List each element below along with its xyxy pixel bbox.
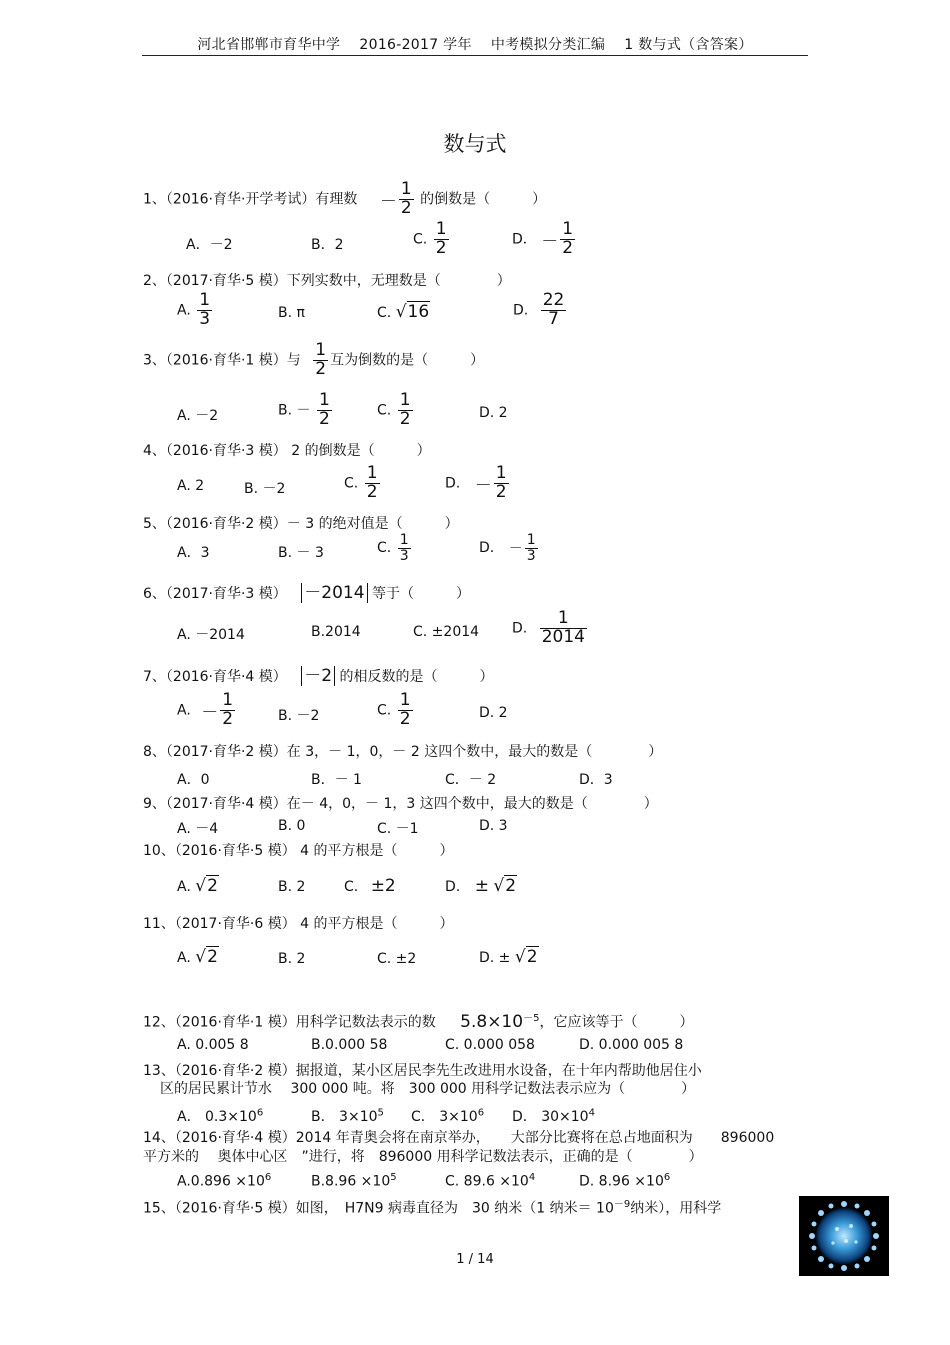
q7-option-d: D. 2 bbox=[479, 705, 508, 721]
denominator: 2 bbox=[562, 237, 574, 258]
sqrt-sign: √ bbox=[514, 947, 526, 967]
q9-option-d: D. 3 bbox=[479, 818, 508, 834]
minus-sign: － bbox=[201, 702, 219, 723]
q13-option-a bbox=[177, 1106, 263, 1126]
q2-option-c bbox=[377, 302, 430, 322]
exponent: 6 bbox=[477, 1107, 485, 1119]
denominator: 2 bbox=[318, 408, 330, 429]
fraction bbox=[365, 465, 380, 502]
minus-sign: － bbox=[474, 475, 492, 496]
denominator: 3 bbox=[399, 547, 409, 564]
option-letter: B. － bbox=[278, 402, 311, 419]
exponent: 6 bbox=[256, 1107, 264, 1119]
option-letter: C. bbox=[413, 231, 428, 248]
question-6 bbox=[143, 578, 470, 603]
q10-option-c bbox=[344, 876, 396, 896]
q5-option-b: B. － 3 bbox=[278, 545, 324, 561]
denominator: 2 bbox=[222, 708, 234, 729]
plus-minus-value: ±2 bbox=[370, 876, 396, 896]
fraction bbox=[220, 692, 235, 729]
numerator: 1 bbox=[199, 290, 211, 310]
q1-stem-tail: 的倒数是（ ） bbox=[420, 191, 547, 208]
q8-option-c: C．－ 2 bbox=[445, 772, 497, 788]
denominator: 2 bbox=[400, 197, 412, 218]
question-7 bbox=[143, 661, 494, 686]
q5-option-a: A．3 bbox=[177, 545, 210, 561]
fraction bbox=[398, 392, 413, 429]
numerator: 1 bbox=[366, 463, 378, 483]
q3-stem: 3、（2016·育华·1 模）与 bbox=[143, 352, 301, 369]
q11-option-d bbox=[479, 947, 539, 967]
q10-option-b: B. 2 bbox=[278, 879, 306, 895]
sqrt-sign: √ bbox=[493, 876, 505, 896]
q1-stem: 1、（2016·育华·开学考试）有理数 bbox=[143, 191, 358, 208]
q4-option-a: A. 2 bbox=[177, 478, 205, 494]
denominator: 2 bbox=[495, 481, 507, 502]
fraction bbox=[317, 392, 332, 429]
numerator: 1 bbox=[557, 608, 569, 628]
exponent: －9 bbox=[613, 1199, 631, 1210]
question-14-line-1: 14、（2016·育华·4 模）2014 年青奥会将在南京举办， 大部分比赛将在总占地面积为 896000 bbox=[143, 1130, 775, 1146]
q3-option-b bbox=[278, 392, 334, 429]
q11-option-a bbox=[177, 947, 219, 967]
radicand: 2 bbox=[505, 876, 517, 896]
q13-option-c bbox=[411, 1106, 484, 1126]
sqrt-sign: √ bbox=[395, 302, 407, 322]
option-text: B.8.96 ×10 bbox=[311, 1173, 391, 1190]
q9-option-b: B. 0 bbox=[278, 818, 306, 834]
radicand: 2 bbox=[207, 947, 218, 967]
square-root bbox=[515, 946, 539, 967]
denominator: 2 bbox=[315, 358, 327, 379]
q3-stem-tail: 互为倒数的是（ ） bbox=[330, 352, 485, 369]
option-letter: D. bbox=[479, 540, 495, 557]
numerator: 1 bbox=[435, 219, 447, 239]
option-letter: C. bbox=[377, 402, 392, 419]
q7-option-c bbox=[377, 692, 415, 729]
q10-option-d bbox=[445, 876, 517, 896]
question-15 bbox=[143, 1195, 721, 1218]
option-letter: C. bbox=[377, 305, 392, 321]
fraction bbox=[197, 292, 212, 329]
denominator: 3 bbox=[526, 547, 536, 564]
numerator: 1 bbox=[399, 690, 411, 710]
q8-option-a: A．0 bbox=[177, 772, 210, 788]
option-text: C． 3×10 bbox=[411, 1109, 478, 1125]
q4-option-d bbox=[445, 465, 511, 502]
minus-sign: － bbox=[379, 191, 397, 212]
q12-option-d: D. 0.000 005 8 bbox=[579, 1037, 684, 1053]
numerator: 1 bbox=[222, 690, 234, 710]
q13-option-d bbox=[512, 1106, 595, 1126]
fraction bbox=[541, 292, 567, 329]
fraction bbox=[398, 692, 413, 729]
q11-option-b: B. 2 bbox=[278, 951, 306, 967]
option-letter: C. bbox=[377, 540, 392, 557]
question-13-line-2: 区的居民累计节水 300 000 吨。将 300 000 用科学记数法表示应为（ ） bbox=[160, 1081, 696, 1097]
q6-stem: 6、（2017·育华·3 模） bbox=[143, 586, 287, 602]
option-letter: D. ± bbox=[479, 950, 511, 966]
option-text: A． 0.3×10 bbox=[177, 1109, 257, 1125]
numerator: 22 bbox=[542, 290, 565, 310]
q3-option-a: A. －2 bbox=[177, 408, 219, 424]
absolute-value: －2014 bbox=[301, 583, 367, 603]
q6-option-d bbox=[512, 610, 589, 647]
page-header: 河北省邯郸市育华中学 2016-2017 学年 中考模拟分类汇编 1 数与式（含答案） bbox=[197, 37, 753, 53]
fraction bbox=[494, 465, 509, 502]
q2-option-a bbox=[177, 292, 214, 329]
option-text: D. 8.96 ×10 bbox=[579, 1173, 664, 1190]
q9-option-c: C. －1 bbox=[377, 821, 419, 837]
q6-option-a: A. －2014 bbox=[177, 627, 245, 643]
q7-stem: 7、（2016·育华·4 模） bbox=[143, 669, 287, 685]
numerator: 1 bbox=[315, 340, 327, 360]
page-number: 1 / 14 bbox=[456, 1252, 494, 1267]
square-root bbox=[493, 875, 517, 896]
question-13-line-1: 13、（2016·育华·2 模）据报道，某小区居民李先生改进用水设备，在十年内帮助他居住小 bbox=[143, 1063, 702, 1079]
option-text: A.0.896 ×10 bbox=[177, 1173, 265, 1190]
question-8: 8、（2017·育华·2 模）在 3，－ 1，0，－ 2 这四个数中，最大的数是（ ） bbox=[143, 744, 663, 760]
option-letter: A. bbox=[177, 702, 191, 719]
q7-option-a bbox=[177, 692, 237, 729]
option-text: B． 3×10 bbox=[311, 1109, 378, 1125]
q5-option-d bbox=[479, 533, 540, 563]
q14-option-c bbox=[445, 1172, 535, 1190]
numerator: 1 bbox=[495, 463, 507, 483]
option-letter: C. bbox=[344, 475, 359, 492]
minus-sign: － bbox=[541, 231, 559, 252]
plus-minus-sign: ± bbox=[474, 876, 489, 896]
question-2: 2、（2017·育华·5 模）下列实数中，无理数是（ ） bbox=[143, 273, 511, 289]
denominator: 3 bbox=[199, 308, 211, 329]
absolute-value: －2 bbox=[301, 666, 335, 686]
q1-option-d bbox=[512, 221, 577, 258]
option-letter: A. bbox=[177, 879, 191, 895]
square-root bbox=[396, 301, 430, 322]
scientific-notation: 5.8×10 bbox=[460, 1011, 524, 1032]
q12-stem-tail: ，它应该等于（ ） bbox=[539, 1014, 694, 1031]
q15-stem-tail: 纳米），用科学 bbox=[630, 1200, 722, 1217]
q12-option-c: C. 0.000 058 bbox=[445, 1037, 535, 1053]
page-title: 数与式 bbox=[443, 132, 507, 156]
question-1 bbox=[143, 181, 546, 218]
denominator: 2 bbox=[399, 708, 411, 729]
q14-option-d bbox=[579, 1172, 670, 1190]
q8-option-d: D．3 bbox=[579, 772, 613, 788]
option-text: C. 89.6 ×10 bbox=[445, 1173, 529, 1190]
q6-option-b: B.2014 bbox=[311, 624, 361, 640]
q14-option-b bbox=[311, 1172, 397, 1190]
exponent: 6 bbox=[264, 1172, 272, 1183]
radicand: 2 bbox=[207, 876, 218, 896]
option-letter: C. bbox=[377, 702, 392, 719]
q15-stem: 15、（2016·育华·5 模）如图， H7N9 病毒直径为 30 纳米（1 纳米＝ 10 bbox=[143, 1200, 614, 1217]
option-letter: A. bbox=[177, 950, 191, 966]
question-5: 5、（2016·育华·2 模）－ 3 的绝对值是（ ） bbox=[143, 516, 459, 532]
denominator: 2 bbox=[366, 481, 378, 502]
minus-sign: － bbox=[508, 541, 523, 558]
question-9: 9、（2017·育华·4 模）在－ 4，0，－ 1，3 这四个数中，最大的数是（ ） bbox=[143, 796, 658, 812]
exponent: 5 bbox=[390, 1172, 397, 1183]
q9-option-a: A. －4 bbox=[177, 821, 219, 837]
q4-option-b: B. －2 bbox=[244, 481, 286, 497]
option-letter: D. bbox=[512, 620, 528, 637]
question-14-line-2: 平方米的 奥体中心区 ”进行，将 896000 用科学记数法表示，正确的是（ ） bbox=[143, 1149, 703, 1165]
option-letter: C. bbox=[344, 879, 359, 895]
numerator: 1 bbox=[399, 532, 409, 548]
exponent: 4 bbox=[588, 1107, 595, 1119]
question-11: 11、（2017·育华·6 模） 4 的平方根是（ ） bbox=[143, 916, 454, 932]
q1-option-a: A．－2 bbox=[186, 237, 233, 253]
fraction bbox=[313, 342, 328, 379]
q13-option-b bbox=[311, 1106, 384, 1126]
q12-stem: 12、（2016·育华·1 模）用科学记数法表示的数 bbox=[143, 1014, 436, 1031]
option-text: D． 30×10 bbox=[512, 1109, 589, 1125]
option-letter: D． bbox=[512, 231, 537, 248]
q12-option-b: B.0.000 58 bbox=[311, 1037, 388, 1053]
square-root bbox=[195, 946, 219, 967]
q2-option-d bbox=[513, 292, 568, 329]
fraction bbox=[540, 610, 587, 647]
radicand: 2 bbox=[526, 947, 538, 967]
fraction bbox=[560, 221, 575, 258]
option-letter: D. bbox=[513, 302, 529, 319]
numerator: 1 bbox=[399, 390, 411, 410]
sqrt-sign: √ bbox=[195, 876, 207, 896]
fraction bbox=[399, 181, 414, 218]
option-letter: D. bbox=[445, 475, 461, 492]
q2-option-b: B. π bbox=[278, 305, 305, 321]
exponent: 4 bbox=[528, 1172, 536, 1183]
numerator: 1 bbox=[526, 532, 536, 548]
q3-option-d: D. 2 bbox=[479, 405, 508, 421]
q11-option-c: C. ±2 bbox=[377, 951, 417, 967]
sqrt-sign: √ bbox=[195, 947, 207, 967]
q10-option-a bbox=[177, 876, 219, 896]
denominator: 2 bbox=[399, 408, 411, 429]
denominator: 2 bbox=[435, 237, 447, 258]
q8-option-b: B．－ 1 bbox=[311, 772, 362, 788]
q14-option-a bbox=[177, 1172, 271, 1190]
numerator: 1 bbox=[400, 179, 412, 199]
q1-option-c bbox=[413, 221, 451, 258]
q6-stem-tail: 等于（ ） bbox=[371, 586, 470, 602]
denominator: 7 bbox=[541, 310, 567, 329]
numerator: 1 bbox=[318, 390, 330, 410]
question-12 bbox=[143, 1009, 693, 1032]
q7-stem-tail: 的相反数的是（ ） bbox=[339, 669, 494, 685]
question-3 bbox=[143, 342, 484, 379]
question-4: 4、（2016·育华·3 模） 2 的倒数是（ ） bbox=[143, 443, 431, 459]
option-letter: D. bbox=[445, 879, 461, 895]
exponent: 6 bbox=[663, 1172, 671, 1183]
fraction bbox=[398, 533, 411, 563]
exponent: 5 bbox=[377, 1107, 384, 1119]
exponent: －5 bbox=[523, 1013, 540, 1024]
fraction bbox=[434, 221, 449, 258]
q5-option-c bbox=[377, 533, 413, 563]
denominator: 2014 bbox=[541, 626, 585, 647]
q4-option-c bbox=[344, 465, 382, 502]
question-10: 10、（2016·育华·5 模） 4 的平方根是（ ） bbox=[143, 843, 454, 859]
square-root bbox=[195, 875, 219, 896]
q7-option-b: B. －2 bbox=[278, 708, 320, 724]
radicand: 16 bbox=[407, 302, 430, 322]
option-letter: A. bbox=[177, 302, 191, 319]
header-divider bbox=[142, 55, 808, 56]
fraction bbox=[525, 533, 538, 563]
q12-option-a: A. 0.005 8 bbox=[177, 1037, 249, 1053]
numerator: 1 bbox=[562, 219, 574, 239]
q3-option-c bbox=[377, 392, 415, 429]
q1-option-b: B．2 bbox=[311, 237, 344, 253]
q6-option-c: C. ±2014 bbox=[413, 624, 480, 640]
